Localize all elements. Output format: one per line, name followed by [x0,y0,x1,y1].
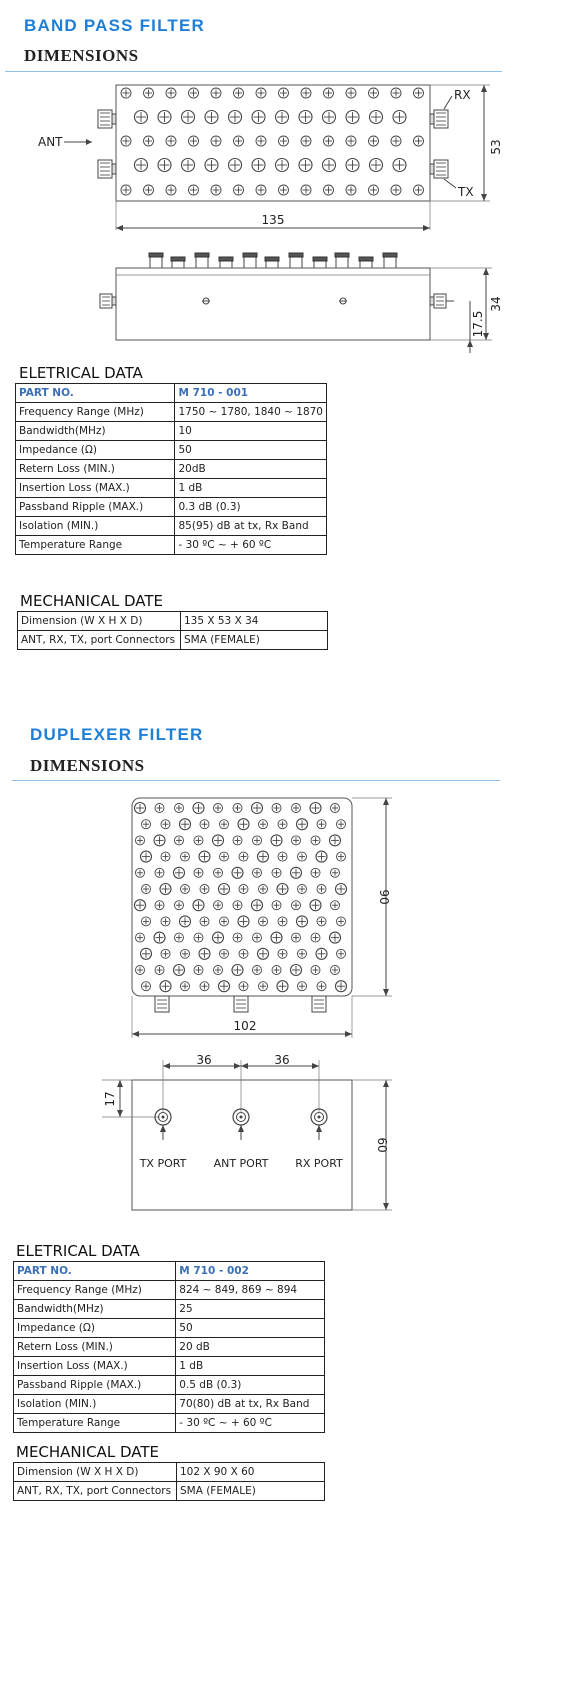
bpf-electrical-table [15,383,327,555]
table-row [14,1357,325,1376]
table-row [14,1338,325,1357]
spec-value-cell: 135 X 53 X 34 [180,612,327,631]
table-row [14,1300,325,1319]
table-row [14,1395,325,1414]
table-row [16,422,327,441]
spec-value-cell: 10 [175,422,327,441]
spec-label-cell: Temperature Range [14,1414,176,1433]
bpf-tuning-knobs [149,253,397,268]
bpf-width-label: 135 [261,213,285,227]
spec-label-cell: Frequency Range (MHz) [16,403,175,422]
spec-value-cell: 50 [176,1319,325,1338]
bpf-side-left-connector [100,294,116,308]
bpf-mechanical-table [17,611,328,650]
dup-bottom-connectors [155,996,326,1012]
table-row [14,1414,325,1433]
bpf-section-title: BAND PASS FILTER [24,16,206,35]
dup-tx-port-connector [155,1109,171,1140]
table-row [14,1482,325,1501]
table-row [14,1262,325,1281]
dup-ant-port-connector [233,1109,249,1140]
bpf-height-label: 53 [489,139,503,155]
spec-value-cell: 0.5 dB (0.3) [176,1376,325,1395]
spec-value-cell: - 30 ºC ~ + 60 ºC [175,536,327,555]
spec-label-cell: Impedance (Ω) [16,441,175,460]
table-row [16,441,327,460]
table-row [16,536,327,555]
spec-label-cell: PART NO. [16,384,175,403]
spec-label-cell: Dimension (W X H X D) [18,612,181,631]
dup-spacing-left-label: 36 [196,1053,212,1067]
spec-label-cell: Frequency Range (MHz) [14,1281,176,1300]
dup-mechanical-table [13,1462,325,1501]
spec-label-cell: Passband Ripple (MAX.) [16,498,175,517]
spec-label-cell: Impedance (Ω) [14,1319,176,1338]
bpf-ant-connector-bottom [98,160,116,178]
bpf-mechanical-heading: MECHANICAL DATE [20,592,163,610]
table-row [16,517,327,536]
dup-divider [12,780,500,781]
spec-value-cell: 25 [176,1300,325,1319]
spec-value-cell: 1 dB [176,1357,325,1376]
table-row [16,403,327,422]
spec-value-cell: 20 dB [176,1338,325,1357]
bpf-tx-connector [430,160,448,178]
table-row [18,631,328,650]
table-row [14,1463,325,1482]
spec-label-cell: ANT, RX, TX, port Connectors [14,1482,177,1501]
spec-value-cell: 50 [175,441,327,460]
dup-offset-label: 17 [103,1091,117,1107]
table-row [16,460,327,479]
dup-rx-port-label: RX PORT [295,1157,343,1170]
table-row [16,384,327,403]
bpf-dimensions-heading: DIMENSIONS [24,46,139,65]
table-row [16,479,327,498]
spec-value-cell: 1 dB [175,479,327,498]
dup-tx-port-label: TX PORT [139,1157,187,1170]
spec-value-cell: 70(80) dB at tx, Rx Band [176,1395,325,1414]
table-row [14,1281,325,1300]
spec-label-cell: Insertion Loss (MAX.) [14,1357,176,1376]
spec-value-cell: 102 X 90 X 60 [176,1463,324,1482]
spec-label-cell: Passband Ripple (MAX.) [14,1376,176,1395]
spec-label-cell: PART NO. [14,1262,176,1281]
bpf-top-view-drawing [30,80,503,240]
spec-label-cell: ANT, RX, TX, port Connectors [18,631,181,650]
spec-value-cell: SMA (FEMALE) [180,631,327,650]
dup-mechanical-heading: MECHANICAL DATE [16,1443,159,1461]
dup-width-label: 102 [233,1019,257,1033]
bpf-screw-grid [121,88,424,195]
dup-front-view-drawing [100,1052,400,1222]
bpf-ant-connector-top [98,110,116,128]
spec-value-cell: M 710 - 001 [175,384,327,403]
spec-label-cell: Insertion Loss (MAX.) [16,479,175,498]
spec-value-cell: 1750 ~ 1780, 1840 ~ 1870 [175,403,327,422]
dup-depth-label: 60 [375,1137,389,1153]
spec-value-cell: 20dB [175,460,327,479]
bpf-ant-label: ANT [38,135,63,149]
dup-top-view-drawing [110,790,400,1040]
spec-label-cell: Bandwidth(MHz) [16,422,175,441]
spec-label-cell: Isolation (MIN.) [16,517,175,536]
bpf-divider [5,71,502,72]
bpf-electrical-heading: ELETRICAL DATA [19,364,143,382]
dup-ant-port-label: ANT PORT [213,1157,269,1170]
spec-label-cell: Retern Loss (MIN.) [16,460,175,479]
spec-value-cell: 0.3 dB (0.3) [175,498,327,517]
spec-value-cell: - 30 ºC ~ + 60 ºC [176,1414,325,1433]
dup-dimensions-heading: DIMENSIONS [30,756,145,775]
bpf-depth-label: 34 [489,296,503,312]
spec-value-cell: SMA (FEMALE) [176,1482,324,1501]
spec-value-cell: 824 ~ 849, 869 ~ 894 [176,1281,325,1300]
dup-electrical-heading: ELETRICAL DATA [16,1242,140,1260]
dup-height-label: 90 [377,889,391,905]
spec-value-cell: 85(95) dB at tx, Rx Band [175,517,327,536]
spec-value-cell: M 710 - 002 [176,1262,325,1281]
table-row [16,498,327,517]
bpf-offset-label: 17.5 [471,310,485,338]
bpf-side-right-connector [430,294,454,308]
bpf-tx-label: TX [458,185,474,199]
dup-rx-port-connector [311,1109,327,1140]
spec-label-cell: Dimension (W X H X D) [14,1463,177,1482]
dup-screw-grid [135,803,347,992]
table-row [18,612,328,631]
dup-electrical-table [13,1261,325,1433]
dup-spacing-right-label: 36 [274,1053,290,1067]
bpf-rx-connector [430,110,448,128]
table-row [14,1376,325,1395]
bpf-rx-label: RX [454,88,471,102]
bpf-side-view-drawing [30,248,503,358]
spec-label-cell: Isolation (MIN.) [14,1395,176,1414]
spec-label-cell: Temperature Range [16,536,175,555]
spec-label-cell: Bandwidth(MHz) [14,1300,176,1319]
table-row [14,1319,325,1338]
spec-label-cell: Retern Loss (MIN.) [14,1338,176,1357]
dup-section-title: DUPLEXER FILTER [30,725,204,744]
